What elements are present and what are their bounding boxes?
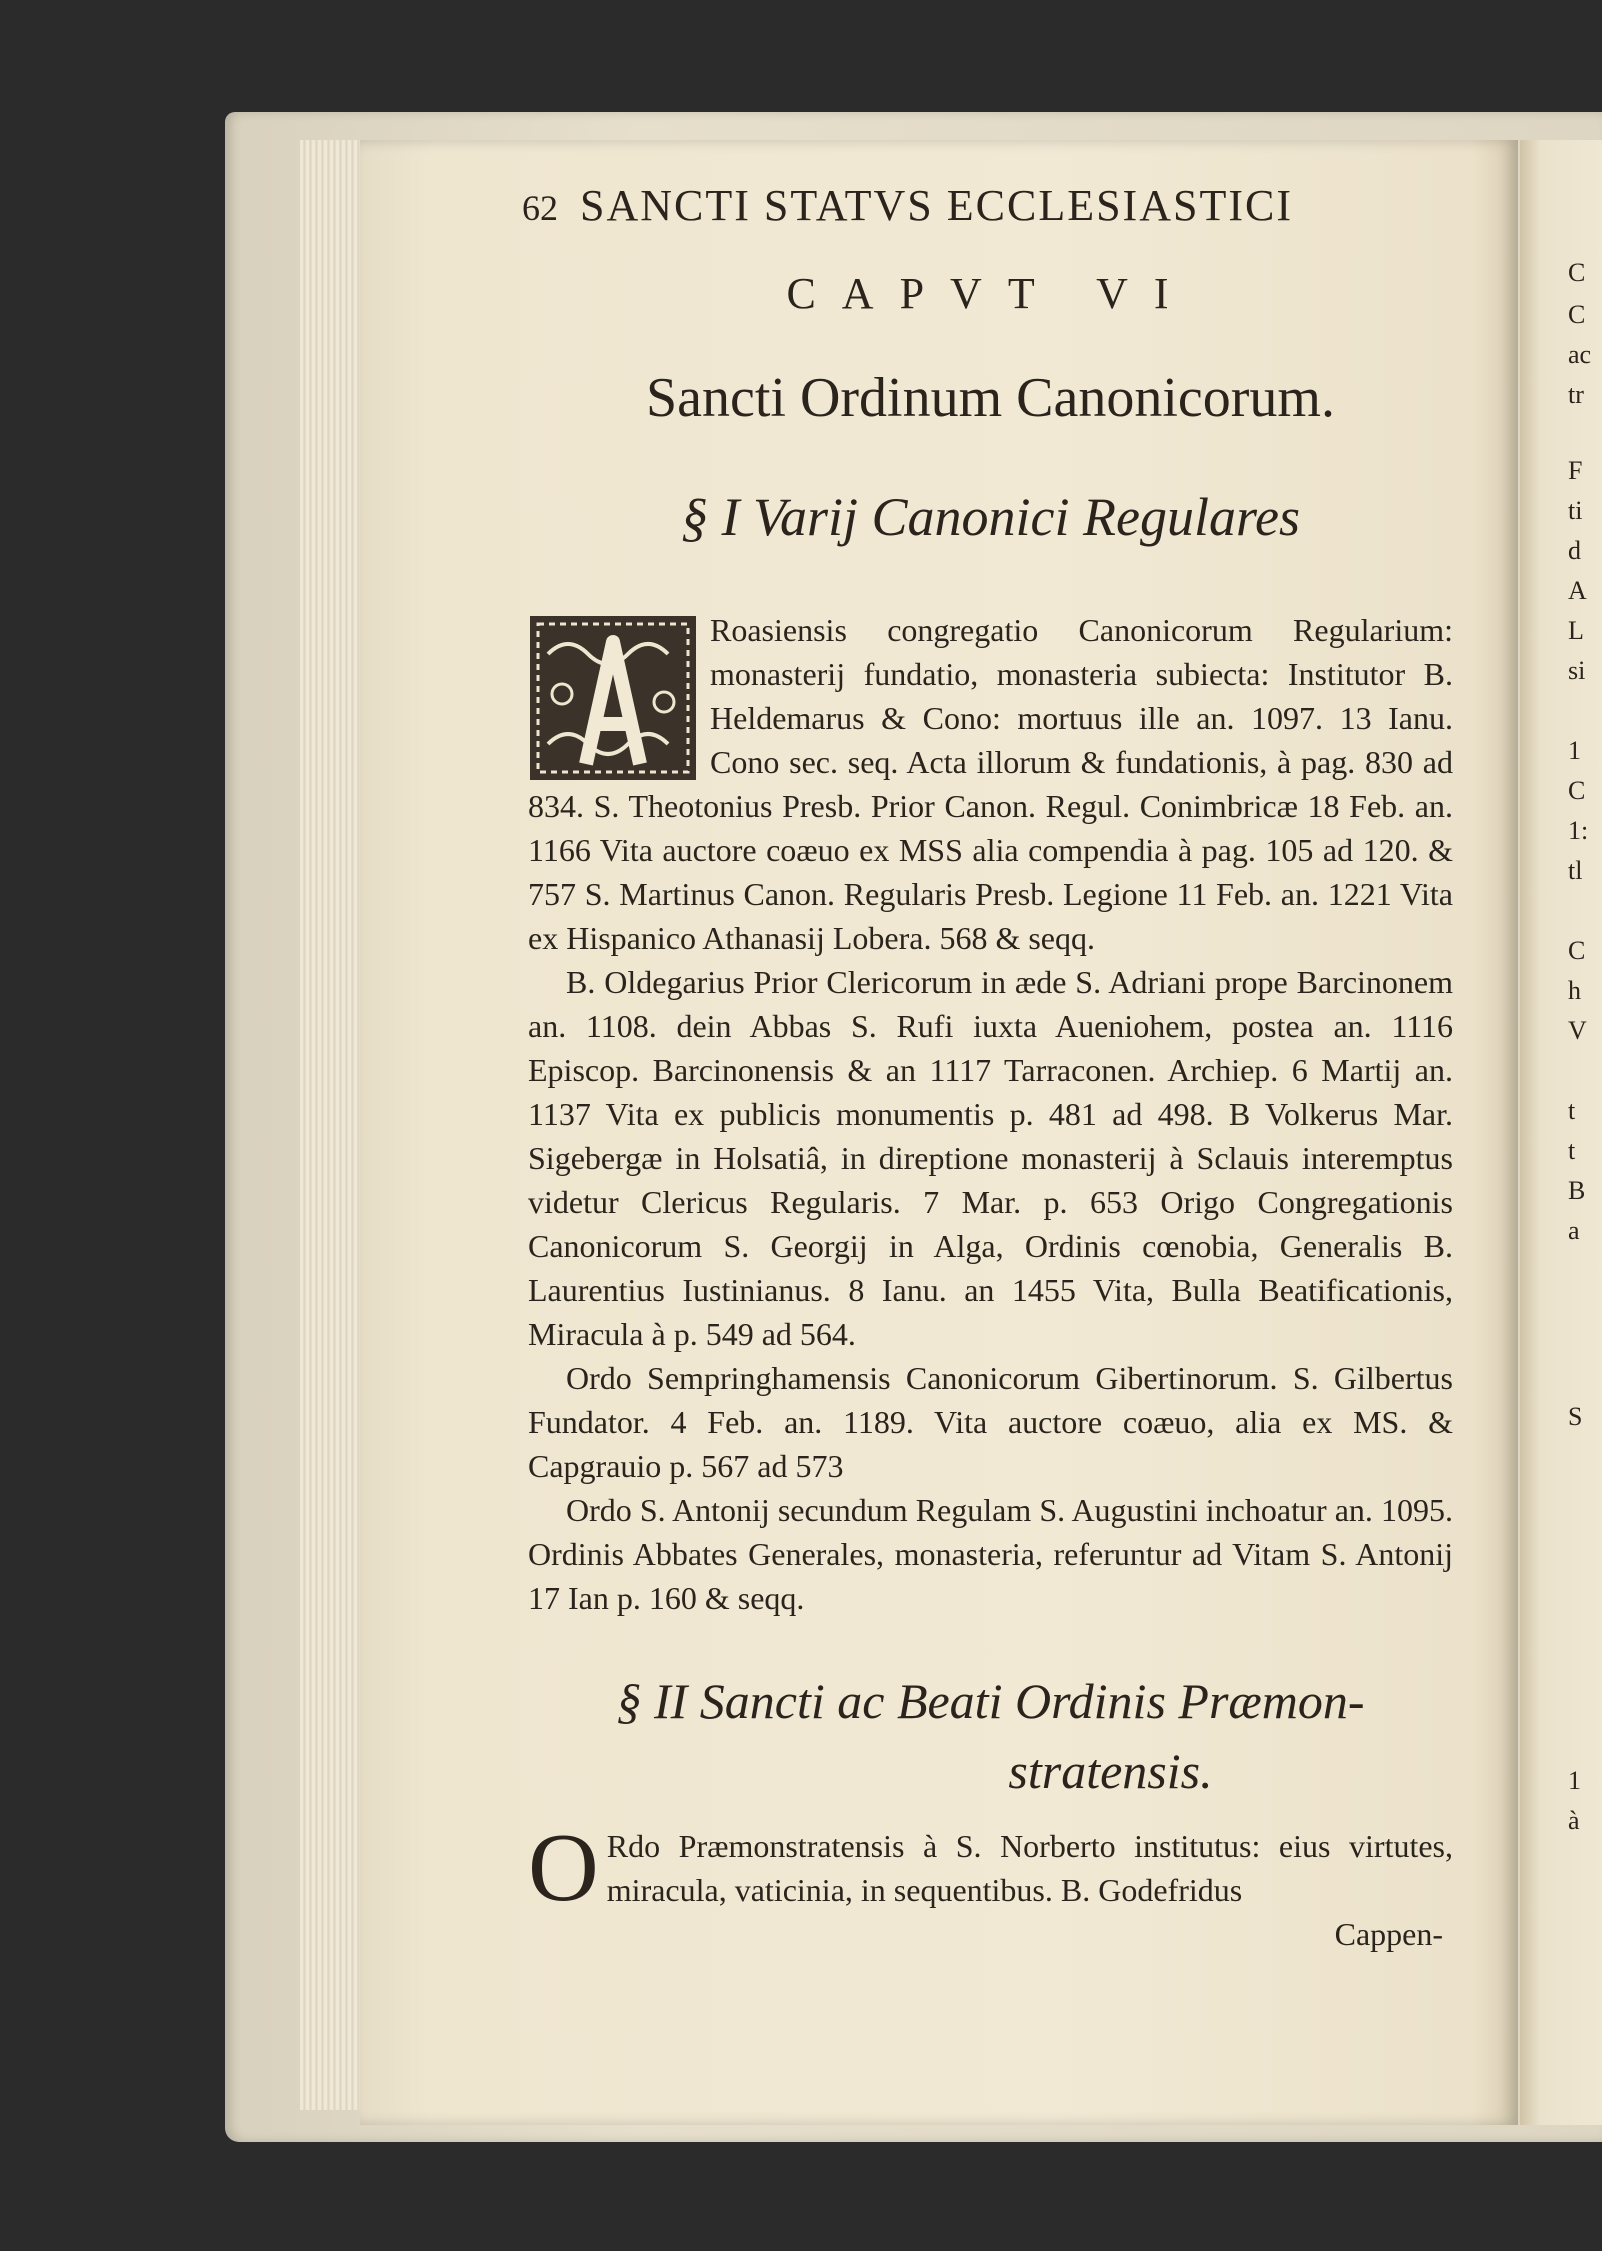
facing-page-fragment: ac — [1568, 340, 1592, 369]
facing-page-fragment: C — [1568, 936, 1586, 965]
facing-page-fragment: d — [1568, 536, 1581, 565]
facing-page-fragment: 1 — [1568, 1766, 1581, 1795]
section-2-heading — [528, 1666, 1453, 1806]
facing-page-fragment: à — [1568, 1806, 1580, 1835]
running-head — [522, 180, 1453, 250]
section-2-body — [528, 1814, 1453, 1956]
paragraph: Ordo S. Antonij secundum Regulam S. Augustini inchoatur an. 1095. Ordinis Abbates Generales, monasteria, referuntur ad Vitam S. Antonij 17 Ian p. 160 & seqq. — [528, 1492, 1453, 1616]
paragraph: B. Oldegarius Prior Clericorum in æde S. Adriani prope Barcinonem an. 1108. dein Abbas S. Rufi iuxta Aueniohem, postea an. 1116 Episcop. Barcinonensis & an 1117 Tarraconen. Archiep. 6 Martij an. 1137 Vita ex publicis monumentis p. 481 ad 498. B Volkerus Mar. Sigebergæ in Holsatiâ, in direptione monasterij à Sclauis interemptus videtur Clericus Regularis. 7 Mar. p. 653 Origo Congregationis Canonicorum S. Georgij in Alga, Ordinis cœnobia, Generalis B. Laurentius Iustinianus. 8 Ianu. an 1455 Vita, Bulla Beatificationis, Miracula à p. 549 ad 564. — [528, 964, 1453, 1352]
facing-page-fragment: t — [1568, 1096, 1576, 1125]
section-1-heading: § I Varij Canonici Regulares — [681, 487, 1300, 547]
paragraph: Ordo Sempringhamensis Canonicorum Gibertinorum. S. Gilbertus Fundator. 4 Feb. an. 1189. Vita auctore coæuo, alia ex MS. & Capgrauio p. 567 ad 573 — [528, 1360, 1453, 1484]
facing-page-edge — [1520, 140, 1602, 2125]
paragraph: Roasiensis congregatio Canonicorum Regularium: monasterij fundatio, monasteria subiecta: Institutor B. Heldemarus & Cono: mortuus ille an. 1097. 13 Ianu. Cono sec. seq. Acta illorum & fundationis, à pag. 830 ad 834. S. Theotonius Presb. Prior Canon. Regul. Conimbricæ 18 Feb. an. 1166 Vita auctore coæuo ex MSS alia compendia à pag. 105 ad 120. & 757 S. Martinus Canon. Regularis Presb. Legione 11 Feb. an. 1221 Vita ex Hispanico Athanasij Lobera. 568 & seqq. — [528, 612, 1453, 956]
facing-page-fragment: tr — [1568, 380, 1584, 409]
running-title: SANCTI STATVS ECCLESIASTICI — [580, 181, 1293, 230]
chapter-number: CAPVT VI — [786, 269, 1195, 318]
facing-page-fragment: C — [1568, 258, 1586, 287]
facing-page-fragment: V — [1568, 1016, 1587, 1045]
section-1-body — [528, 608, 1453, 1620]
facing-page-fragment: tl — [1568, 856, 1583, 885]
facing-page-fragment: a — [1568, 1216, 1580, 1245]
facing-page-fragment: si — [1568, 656, 1586, 685]
catchword: Cappen- — [1334, 1916, 1443, 1952]
facing-page-fragment: h — [1568, 976, 1581, 1005]
facing-page-fragment: 1: — [1568, 816, 1589, 845]
facing-page-fragment: C — [1568, 776, 1586, 805]
facing-page-fragment: ti — [1568, 496, 1583, 525]
facing-page-fragment: B — [1568, 1176, 1586, 1205]
facing-page-fragment: C — [1568, 300, 1586, 329]
initial-letter: O — [528, 1814, 599, 1922]
section-2-heading-line-1: § II Sancti ac Beati Ordinis Præmon- — [616, 1673, 1365, 1729]
page-number: 62 — [522, 188, 558, 228]
ornamental-initial-a-icon — [528, 614, 698, 782]
facing-page-fragment: F — [1568, 456, 1583, 485]
facing-page-fragment: A — [1568, 576, 1587, 605]
facing-page-fragment: t — [1568, 1136, 1576, 1165]
facing-page-fragment: 1 — [1568, 736, 1581, 765]
section-2-heading-line-2: stratensis. — [1008, 1743, 1213, 1799]
facing-page-fragment: L — [1568, 616, 1584, 645]
facing-page-fragment: S — [1568, 1402, 1583, 1431]
page-content — [522, 180, 1453, 1956]
chapter-title: Sancti Ordinum Canonicorum. — [645, 367, 1335, 429]
paragraph: Rdo Præmonstratensis à S. Norberto institutus: eius virtutes, miracula, vaticinia, in sequentibus. B. Godefridus — [606, 1828, 1453, 1908]
